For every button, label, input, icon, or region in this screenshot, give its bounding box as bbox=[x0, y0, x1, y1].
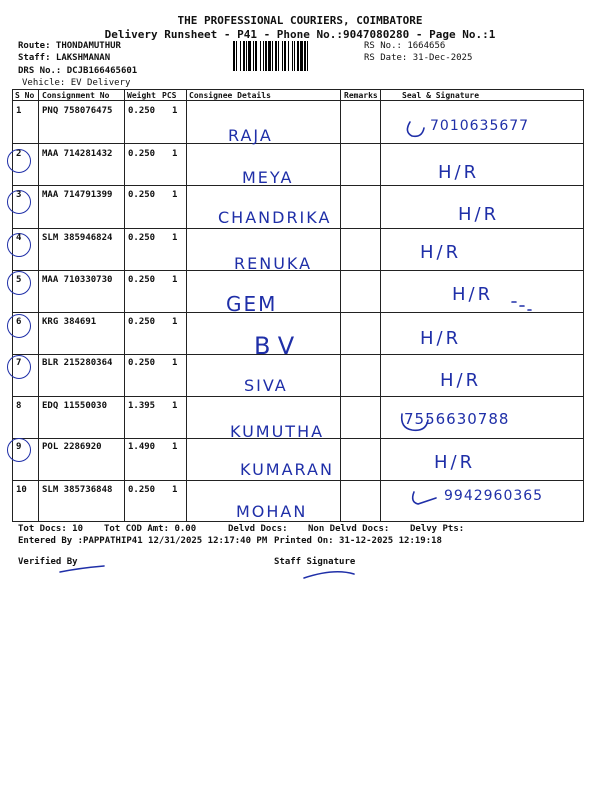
row-weight: 0.250 bbox=[128, 317, 156, 327]
row-consignee-handwritten: GEM bbox=[226, 292, 278, 316]
row-weight: 1.490 bbox=[128, 442, 156, 452]
row-sno: 6 bbox=[16, 317, 22, 327]
row-signature: 9942960365 bbox=[444, 488, 544, 504]
row-consignee-handwritten: MOHAN bbox=[236, 502, 308, 521]
row-sno: 5 bbox=[16, 275, 22, 285]
rs-date: RS Date: 31-Dec-2025 bbox=[364, 53, 473, 63]
delivery-points: Delvy Pts: bbox=[410, 524, 465, 534]
row-weight: 0.250 bbox=[128, 233, 156, 243]
row-signature: H/R bbox=[440, 370, 482, 391]
row-consignee-handwritten: KUMARAN bbox=[240, 460, 334, 479]
row-signature: H/R bbox=[458, 204, 500, 225]
row-consignment: PNQ 758076475 bbox=[42, 106, 113, 116]
row-weight: 0.250 bbox=[128, 358, 156, 368]
row-sno: 10 bbox=[16, 485, 27, 495]
row-consignment: KRG 384691 bbox=[42, 317, 97, 327]
vehicle: Vehicle: EV Delivery bbox=[22, 78, 131, 88]
row-pcs: 1 bbox=[172, 106, 178, 116]
row-consignee-handwritten: KUMUTHA bbox=[230, 422, 325, 441]
runsheet-subtitle: Delivery Runsheet - P41 - Phone No.:9047080280 - Page No.:1 bbox=[104, 28, 496, 41]
printed-on: Printed On: 31-12-2025 12:19:18 bbox=[274, 536, 442, 546]
row-pcs: 1 bbox=[172, 149, 178, 159]
row-signature: H/R bbox=[434, 452, 476, 473]
row-pcs: 1 bbox=[172, 442, 178, 452]
row-sno: 7 bbox=[16, 358, 22, 368]
row-sno: 8 bbox=[16, 401, 22, 411]
row-consignment: MAA 710330730 bbox=[42, 275, 113, 285]
row-sno: 4 bbox=[16, 233, 22, 243]
row-consignment: POL 2286920 bbox=[42, 442, 102, 452]
tot-cod-amount: Tot COD Amt: 0.00 bbox=[104, 524, 197, 534]
tot-docs: Tot Docs: 10 bbox=[18, 524, 84, 534]
col-pcs: PCS bbox=[162, 91, 177, 100]
row-weight: 0.250 bbox=[128, 275, 156, 285]
row-pcs: 1 bbox=[172, 485, 178, 495]
row-signature: 7556630788 bbox=[404, 410, 510, 428]
row-weight: 1.395 bbox=[128, 401, 156, 411]
row-sno: 1 bbox=[16, 106, 22, 116]
row-sno: 3 bbox=[16, 190, 22, 200]
row-weight: 0.250 bbox=[128, 149, 156, 159]
row-consignee-handwritten: RENUKA bbox=[234, 254, 313, 273]
verified-by: Verified By bbox=[18, 557, 78, 567]
row-consignment: MAA 714791399 bbox=[42, 190, 113, 200]
col-sno: S No bbox=[15, 91, 35, 100]
row-consignee-handwritten: MEYA bbox=[242, 168, 294, 187]
row-signature: H/R bbox=[420, 328, 462, 349]
staff: Staff: LAKSHMANAN bbox=[18, 53, 111, 63]
row-consignment: BLR 215280364 bbox=[42, 358, 113, 368]
row-pcs: 1 bbox=[172, 233, 178, 243]
row-consignee-handwritten: CHANDRIKA bbox=[218, 208, 332, 227]
row-pcs: 1 bbox=[172, 190, 178, 200]
non-delivered-docs: Non Delvd Docs: bbox=[308, 524, 390, 534]
col-consignee: Consignee Details bbox=[189, 91, 271, 100]
drs-number: DRS No.: DCJB166465601 bbox=[18, 66, 138, 76]
row-consignment: EDQ 11550030 bbox=[42, 401, 108, 411]
row-weight: 0.250 bbox=[128, 485, 156, 495]
row-consignee-handwritten: SIVA bbox=[244, 376, 288, 395]
row-sno: 2 bbox=[16, 149, 22, 159]
col-consignment: Consignment No bbox=[42, 91, 110, 100]
route: Route: THONDAMUTHUR bbox=[18, 41, 121, 51]
row-weight: 0.250 bbox=[128, 106, 156, 116]
row-weight: 0.250 bbox=[128, 190, 156, 200]
row-pcs: 1 bbox=[172, 401, 178, 411]
row-consignment: MAA 714281432 bbox=[42, 149, 113, 159]
row-consignment: SLM 385946824 bbox=[42, 233, 113, 243]
row-sno: 9 bbox=[16, 442, 22, 452]
col-signature: Seal & Signature bbox=[402, 91, 480, 100]
col-weight: Weight bbox=[127, 91, 156, 100]
company-title: THE PROFESSIONAL COURIERS, COIMBATORE bbox=[177, 14, 423, 27]
row-consignment: SLM 385736848 bbox=[42, 485, 113, 495]
row-signature: H/R bbox=[438, 162, 480, 183]
delivered-docs: Delvd Docs: bbox=[228, 524, 288, 534]
row-pcs: 1 bbox=[172, 275, 178, 285]
staff-signature: Staff Signature bbox=[274, 557, 356, 567]
row-consignee-handwritten: BV bbox=[254, 332, 303, 360]
col-remarks: Remarks bbox=[344, 91, 378, 100]
rs-number: RS No.: 1664656 bbox=[364, 41, 446, 51]
row-signature: 7010635677 bbox=[430, 118, 530, 134]
row-signature: H/R bbox=[452, 284, 494, 305]
entered-by: Entered By :PAPPATHIP41 12/31/2025 12:17:40 PM bbox=[18, 536, 268, 546]
row-signature: H/R bbox=[420, 242, 462, 263]
row-pcs: 1 bbox=[172, 358, 178, 368]
row-pcs: 1 bbox=[172, 317, 178, 327]
row-consignee-handwritten: RAJA bbox=[228, 126, 273, 145]
